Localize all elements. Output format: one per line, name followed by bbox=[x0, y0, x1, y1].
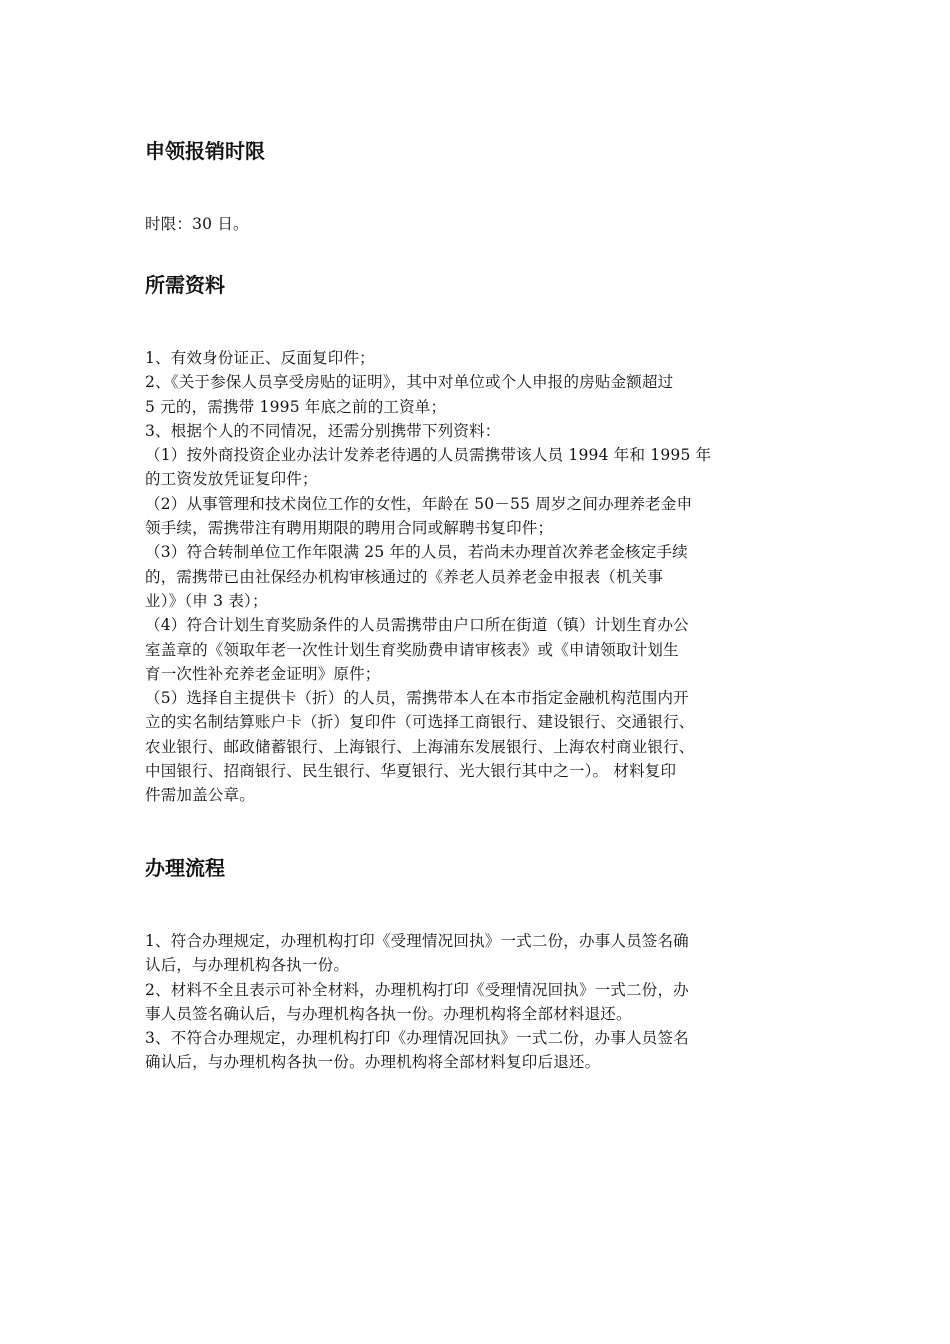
text-line: 1、有效身份证正、反面复印件； bbox=[145, 349, 375, 367]
text-line: （3）符合转制单位工作年限满 25 年的人员，若尚未办理首次养老金核定手续 bbox=[145, 543, 688, 562]
section-heading-process: 办理流程 bbox=[145, 856, 225, 880]
text-line: 时限：30 日。 bbox=[145, 215, 249, 233]
text-line: 领手续，需携带注有聘用期限的聘用合同或解聘书复印件； bbox=[145, 519, 554, 538]
text-line: 2、《关于参保人员享受房贴的证明》，其中对单位或个人申报的房贴金额超过 bbox=[145, 373, 674, 392]
text-line: 3、根据个人的不同情况，还需分别携带下列资料： bbox=[145, 421, 501, 440]
text-line: 中国银行、招商银行、民生银行、华夏银行、光大银行其中之一）。 材料复印 bbox=[145, 762, 677, 781]
section-heading-materials: 所需资料 bbox=[145, 273, 225, 297]
text-line: 的，需携带已由社保经办机构审核通过的《养老人员养老金申报表（机关事 bbox=[145, 567, 664, 586]
section-body-materials bbox=[145, 346, 825, 808]
text-line: 事人员签名确认后，与办理机构各执一份。办理机构将全部材料退还。 bbox=[145, 1004, 632, 1023]
text-line: 农业银行、邮政储蓄银行、上海银行、上海浦东发展银行、上海农村商业银行、 bbox=[145, 737, 695, 756]
text-line: 立的实名制结算账户卡（折）复印件（可选择工商银行、建设银行、交通银行、 bbox=[145, 713, 695, 732]
text-line: （4）符合计划生育奖励条件的人员需携带由户口所在街道（镇）计划生育办公 bbox=[145, 616, 689, 635]
section-body-time-limit bbox=[145, 212, 825, 236]
text-line: 育一次性补充养老金证明》原件； bbox=[145, 664, 381, 683]
section-heading-time-limit: 申领报销时限 bbox=[145, 139, 265, 163]
text-line: 业）》（申 3 表）； bbox=[145, 591, 268, 610]
text-line: 的工资发放凭证复印件； bbox=[145, 470, 318, 489]
text-line: 室盖章的《领取年老一次性计划生育奖励费申请审核表》或《申请领取计划生 bbox=[145, 640, 679, 659]
text-line: （5）选择自主提供卡（折）的人员，需携带本人在本市指定金融机构范围内开 bbox=[145, 689, 689, 708]
text-line: 认后，与办理机构各执一份。 bbox=[145, 956, 350, 975]
text-line: （1）按外商投资企业办法计发养老待遇的人员需携带该人员 1994 年和 1995 年 bbox=[145, 446, 712, 465]
section-body-process bbox=[145, 929, 825, 1075]
text-line: 2、材料不全且表示可补全材料，办理机构打印《受理情况回执》一式二份，办 bbox=[145, 980, 689, 999]
text-line: 1、符合办理规定，办理机构打印《受理情况回执》一式二份，办事人员签名确 bbox=[145, 932, 689, 950]
text-line: （2）从事管理和技术岗位工作的女性，年龄在 50－55 周岁之间办理养老金申 bbox=[145, 494, 693, 513]
text-line: 3、不符合办理规定，办理机构打印《办理情况回执》一式二份，办事人员签名 bbox=[145, 1029, 689, 1048]
text-line: 件需加盖公章。 bbox=[145, 786, 255, 805]
text-line: 5 元的，需携带 1995 年底之前的工资单； bbox=[145, 397, 447, 416]
text-line: 确认后，与办理机构各执一份。办理机构将全部材料复印后退还。 bbox=[145, 1053, 601, 1072]
